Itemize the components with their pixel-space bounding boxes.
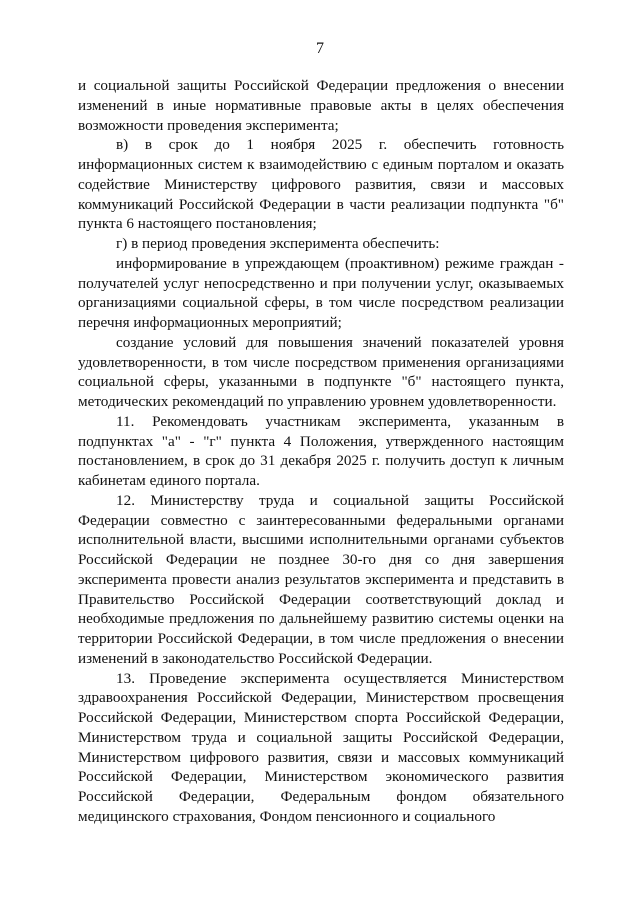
paragraph-continuation: и социальной защиты Российской Федерации предложения о внесении изменений в иные нормативные правовые акты в целях обеспечения возможности проведения эксперимента; bbox=[78, 77, 564, 134]
paragraph-conditions: создание условий для повышения значений показателей уровня удовлетворенности, в том числе посредством применения организациями социальной сферы, указанными в подпункте "б" настоящего пункта, методических рекомендаций по управлению уровнем удовлетворенности. bbox=[78, 333, 564, 410]
paragraph-subitem-g: г) в период проведения эксперимента обеспечить: bbox=[116, 235, 440, 252]
paragraph-item-13: 13. Проведение эксперимента осуществляется Министерством здравоохранения Российской Федерации, Министерством просвещения Российской Федерации, Министерством спорта Российской Федерации, Министерством труда и социальной защиты Российской Федерации, Министерством цифрового развития, связи и массовых коммуникаций Российской Федерации, Министерством экономического развития Российской Федерации, Федеральным фондом обязательного медицинского страхования, Фондом пенсионного и социального bbox=[78, 669, 564, 825]
paragraph-item-12: 12. Министерству труда и социальной защиты Российской Федерации совместно с заинтересованными федеральными органами исполнительной власти, высшими исполнительными органами субъектов Российской Федерации не позднее 30-го дня со дня завершения эксперимента провести анализ результатов эксперимента и представить в Правительство Российской Федерации соответствующий доклад и необходимые предложения по дальнейшему развитию системы оценки на территории Российской Федерации, в том числе предложения о внесении изменений в законодательство Российской Федерации. bbox=[78, 491, 564, 667]
paragraph-item-11: 11. Рекомендовать участникам эксперимента, указанным в подпунктах "а" - "г" пункта 4 Положения, утвержденного настоящим постановлением, в срок до 31 декабря 2025 г. получить доступ к личным кабинетам единого портала. bbox=[78, 412, 564, 489]
paragraph-informing: информирование в упреждающем (проактивном) режиме граждан - получателей услуг непосредственно и при получении услуг, оказываемых организациями социальной сферы, в том числе посредством реализации перечня информационных мероприятий; bbox=[78, 254, 564, 331]
paragraph-subitem-v: в) в срок до 1 ноября 2025 г. обеспечить готовность информационных систем к взаимодействию с единым порталом и оказать содействие Министерству цифрового развития, связи и массовых коммуникаций Российской Федерации в части реализации подпункта "б" пункта 6 настоящего постановления; bbox=[78, 136, 564, 233]
page-number: 7 bbox=[316, 40, 324, 57]
document-body bbox=[78, 76, 564, 827]
